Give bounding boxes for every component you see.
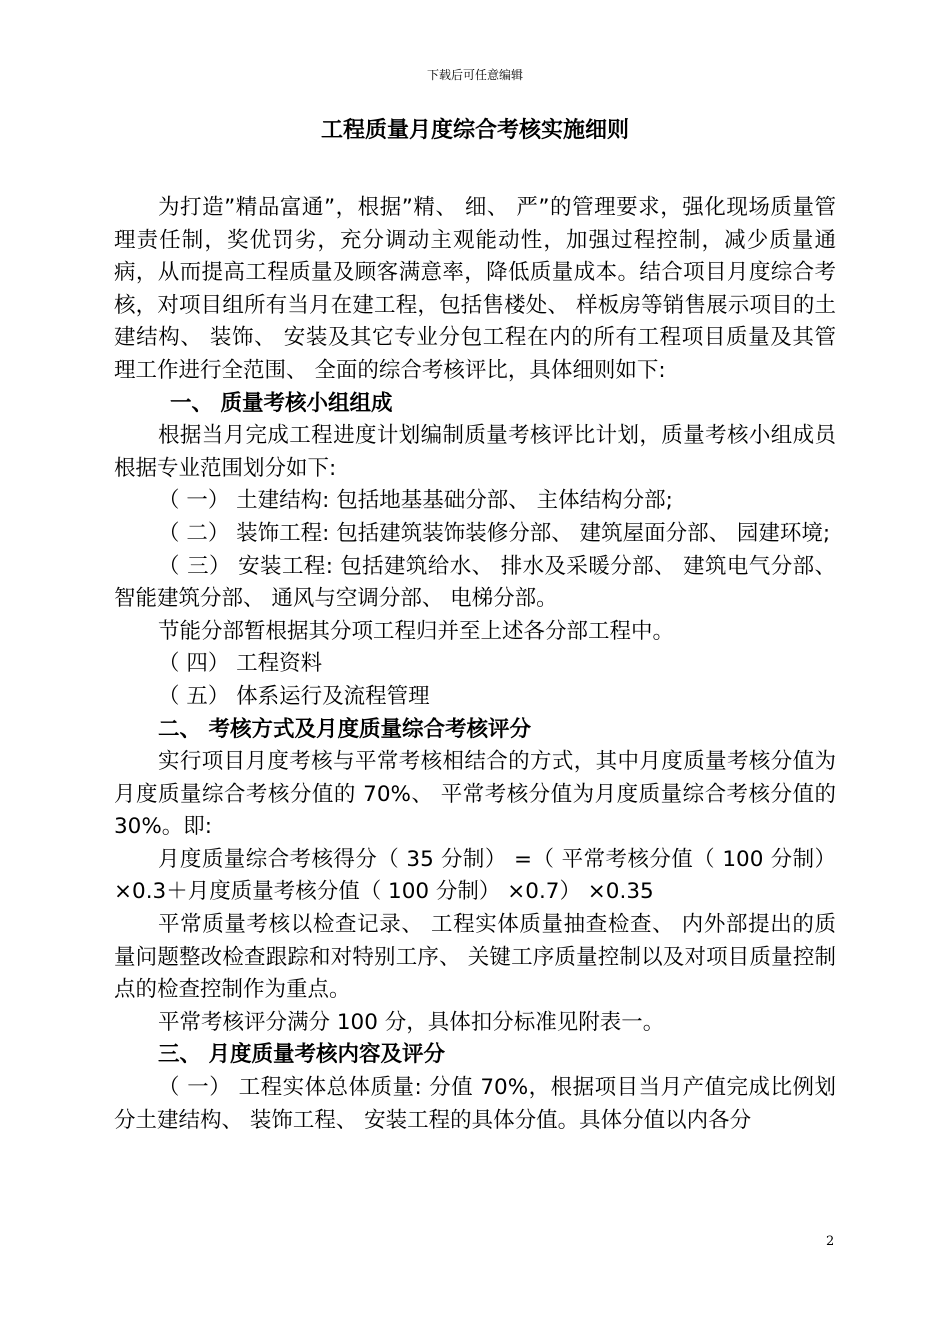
list-item: （ 四） 工程资料 (158, 651, 323, 677)
document-body (114, 192, 836, 1137)
formula-paragraph: 月度质量综合考核得分（ 35 分制） =（ 平常考核分值（ 100 分制） ×0.3＋月度质量考核分值（ 100 分制） ×0.7） ×0.35 (114, 846, 836, 905)
paragraph: 平常质量考核以检查记录、 工程实体质量抽查检查、 内外部提出的质量问题整改检查跟踪和对特别工序、 关键工序质量控制以及对项目质量控制点的检查控制作为重点。 (114, 912, 836, 1003)
document-title: 工程质量月度综合考核实施细则 (320, 118, 629, 143)
list-item: （ 五） 体系运行及流程管理 (158, 683, 430, 709)
paragraph: （ 一） 工程实体总体质量: 分值 70%，根据项目当月产值完成比例划分土建结构、 装饰工程、 安装工程的具体分值。具体分值以内各分 (114, 1075, 836, 1133)
paragraph: 实行项目月度考核与平常考核相结合的方式，其中月度质量考核分值为月度质量综合考核分值的 70%、 平常考核分值为月度质量综合考核分值的 30%。即: (114, 749, 836, 840)
header-note: 下载后可任意编辑 (426, 68, 523, 82)
intro-paragraph: 为打造”精品富通”，根据”精、 细、 严”的管理要求，强化现场质量管理责任制，奖优罚劣，充分调动主观能动性，加强过程控制，减少质量通病，从而提高工程质量及顾客满意率，降低质量成本。结合项目月度综合考核，对项目组所有当月在建工程，包括售楼处、 样板房等销售展示项目的土建结构、 装饰、 安装及其它专业分包工程在内的所有工程项目质量及其管理工作进行全范围、 全面的综合考核评比，具体细则如下: (114, 195, 836, 383)
section-heading-2: 二、 考核方式及月度质量综合考核评分 (158, 716, 531, 742)
section-heading-1: 一、 质量考核小组组成 (170, 390, 393, 416)
paragraph: 节能分部暂根据其分项工程归并至上述各分部工程中。 (158, 618, 675, 644)
list-item: （ 三） 安装工程: 包括建筑给水、 排水及采暖分部、 建筑电气分部、 智能建筑分部、 通风与空调分部、 电梯分部。 (114, 553, 836, 612)
list-item: （ 二） 装饰工程: 包括建筑装饰装修分部、 建筑屋面分部、 园建环境; (158, 520, 831, 546)
list-item: （ 一） 土建结构: 包括地基基础分部、 主体结构分部; (158, 488, 673, 514)
page-number: 2 (826, 1234, 835, 1249)
paragraph: 根据当月完成工程进度计划编制质量考核评比计划，质量考核小组成员根据专业范围划分如下: (114, 423, 836, 481)
paragraph: 平常考核评分满分 100 分，具体扣分标准见附表一。 (158, 1009, 665, 1035)
section-heading-3: 三、 月度质量考核内容及评分 (158, 1042, 445, 1068)
